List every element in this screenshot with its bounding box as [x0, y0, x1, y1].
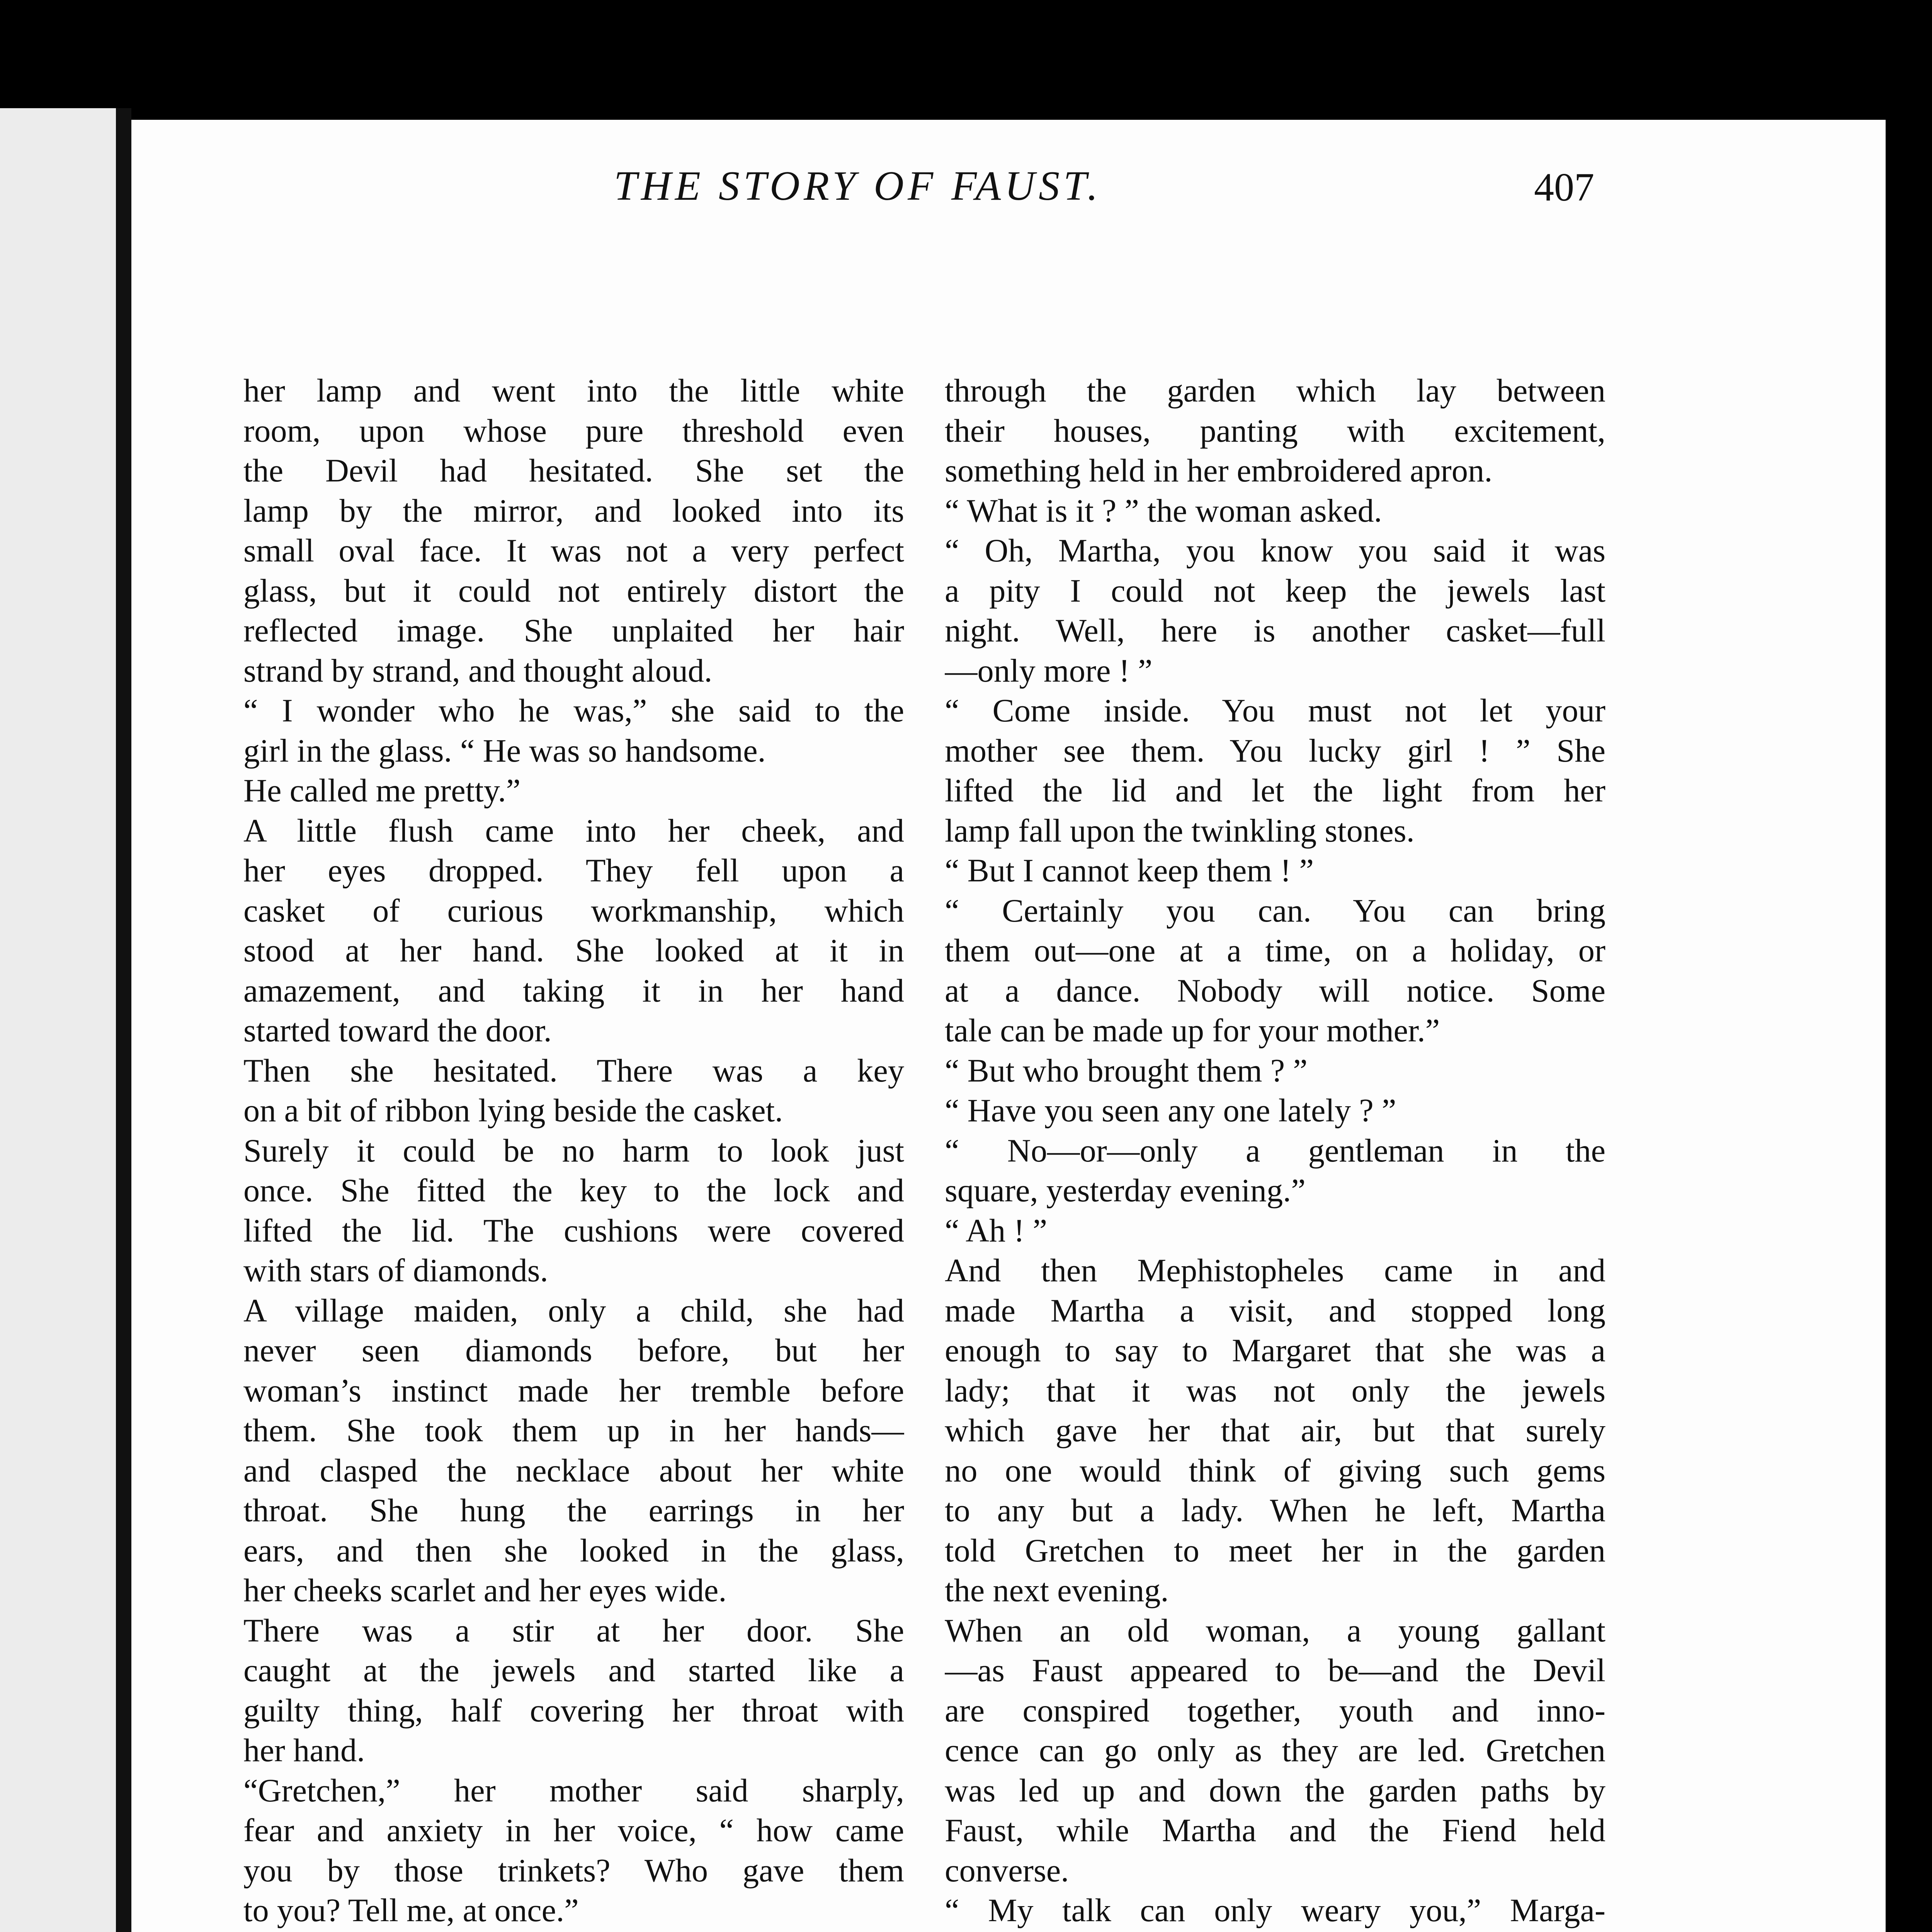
text-line: And then Mephistopheles came in and [945, 1253, 1605, 1289]
text-line: Then she hesitated. There was a key [243, 1053, 904, 1089]
text-line: tale can be made up for your mother.” [945, 1013, 1440, 1049]
text-line: started toward the door. [243, 1013, 552, 1049]
text-line: ears, and then she looked in the glass, [243, 1532, 904, 1569]
text-line: to you? Tell me, at once.” [243, 1893, 579, 1929]
book-gutter [116, 108, 131, 1932]
text-line: converse. [945, 1852, 1069, 1889]
text-line: you by those trinkets? Who gave them [243, 1852, 904, 1889]
text-line: lifted the lid. The cushions were covered [243, 1213, 904, 1249]
text-line: “ Have you seen any one lately ? ” [945, 1093, 1396, 1129]
text-line: “ What is it ? ” the woman asked. [945, 493, 1382, 529]
text-line: “ Come inside. You must not let your [945, 693, 1605, 729]
left-text-column [243, 371, 904, 1932]
text-line: “ But who brought them ? ” [945, 1053, 1308, 1089]
text-line [243, 1931, 904, 1932]
text-line: which gave her that air, but that surely [945, 1413, 1605, 1449]
text-line: lifted the lid and let the light from her [945, 773, 1605, 809]
page-number: 407 [1534, 165, 1594, 209]
text-line: —only more ! ” [945, 653, 1153, 689]
text-line: on a bit of ribbon lying beside the casket. [243, 1093, 783, 1129]
text-line: the Devil had hesitated. She set the [243, 453, 904, 489]
text-line: enough to say to Margaret that she was a [945, 1333, 1605, 1369]
text-line: small oval face. It was not a very perfect [243, 533, 904, 569]
text-line: lady; that it was not only the jewels [945, 1372, 1605, 1409]
text-line: glass, but it could not entirely distort the [243, 573, 904, 609]
text-line: “ My talk can only weary you,” Marga- [945, 1893, 1605, 1929]
text-line: once. She fitted the key to the lock and [243, 1173, 904, 1209]
text-line: with stars of diamonds. [243, 1253, 548, 1289]
text-line: at a dance. Nobody will notice. Some [945, 973, 1605, 1009]
text-line: them. She took them up in her hands— [243, 1413, 904, 1449]
text-line: a pity I could not keep the jewels last [945, 573, 1605, 609]
text-line: room, upon whose pure threshold even [243, 413, 904, 449]
text-line: caught at the jewels and started like a [243, 1653, 904, 1689]
text-line: and clasped the necklace about her white [243, 1452, 904, 1489]
text-line: them out—one at a time, on a holiday, or [945, 933, 1605, 969]
text-line: her lamp and went into the little white [243, 373, 904, 409]
right-text-column [945, 371, 1605, 1932]
text-line: their houses, panting with excitement, [945, 413, 1605, 449]
text-line: woman’s instinct made her tremble before [243, 1372, 904, 1409]
text-line: lamp fall upon the twinkling stones. [945, 813, 1415, 849]
text-line: A village maiden, only a child, she had [243, 1293, 904, 1329]
text-line: There was a stir at her door. She [243, 1612, 904, 1649]
text-line: “ But I cannot keep them ! ” [945, 853, 1314, 889]
text-line: casket of curious workmanship, which [243, 893, 904, 929]
text-line: “ No—or—only a gentleman in the [945, 1133, 1605, 1169]
running-head: THE STORY OF FAUST. [614, 163, 1102, 209]
text-line: guilty thing, half covering her throat with [243, 1692, 904, 1729]
text-line: —as Faust appeared to be—and the Devil [945, 1653, 1605, 1689]
text-line: square, yesterday evening.” [945, 1173, 1306, 1209]
text-line [945, 1931, 1605, 1932]
text-line: mother see them. You lucky girl ! ” She [945, 733, 1605, 769]
text-line: stood at her hand. She looked at it in [243, 933, 904, 969]
text-line: amazement, and taking it in her hand [243, 973, 904, 1009]
text-line: girl in the glass. “ He was so handsome. [243, 733, 766, 769]
scan-top-border [0, 0, 1932, 116]
text-line: strand by strand, and thought aloud. [243, 653, 713, 689]
text-line: something held in her embroidered apron. [945, 453, 1493, 489]
text-line: through the garden which lay between [945, 373, 1605, 409]
text-line: never seen diamonds before, but her [243, 1333, 904, 1369]
text-line: “ I wonder who he was,” she said to the [243, 693, 904, 729]
text-line: Faust, while Martha and the Fiend held [945, 1813, 1605, 1849]
text-line: Surely it could be no harm to look just [243, 1133, 904, 1169]
text-line: was led up and down the garden paths by [945, 1772, 1605, 1809]
text-line: He called me pretty.” [243, 773, 521, 809]
text-line: are conspired together, youth and inno- [945, 1692, 1605, 1729]
text-line: told Gretchen to meet her in the garden [945, 1532, 1605, 1569]
text-line: night. Well, here is another casket—full [945, 613, 1605, 649]
text-line: “ Oh, Martha, you know you said it was [945, 533, 1605, 569]
text-line: “ Certainly you can. You can bring [945, 893, 1605, 929]
text-line: reflected image. She unplaited her hair [243, 613, 904, 649]
facing-page-edge [0, 108, 116, 1932]
text-line: A little flush came into her cheek, and [243, 813, 904, 849]
text-line: throat. She hung the earrings in her [243, 1493, 904, 1529]
text-line: to any but a lady. When he left, Martha [945, 1493, 1605, 1529]
text-line: “ Ah ! ” [945, 1213, 1048, 1249]
text-line: When an old woman, a young gallant [945, 1612, 1605, 1649]
text-line: her hand. [243, 1733, 365, 1769]
text-line: no one would think of giving such gems [945, 1452, 1605, 1489]
text-line: her eyes dropped. They fell upon a [243, 853, 904, 889]
text-line: “Gretchen,” her mother said sharply, [243, 1772, 904, 1809]
text-line: her cheeks scarlet and her eyes wide. [243, 1573, 727, 1609]
text-line: fear and anxiety in her voice, “ how came [243, 1813, 904, 1849]
text-line: the next evening. [945, 1573, 1169, 1609]
text-line: made Martha a visit, and stopped long [945, 1293, 1605, 1329]
text-line: cence can go only as they are led. Gretchen [945, 1733, 1605, 1769]
text-line: lamp by the mirror, and looked into its [243, 493, 904, 529]
